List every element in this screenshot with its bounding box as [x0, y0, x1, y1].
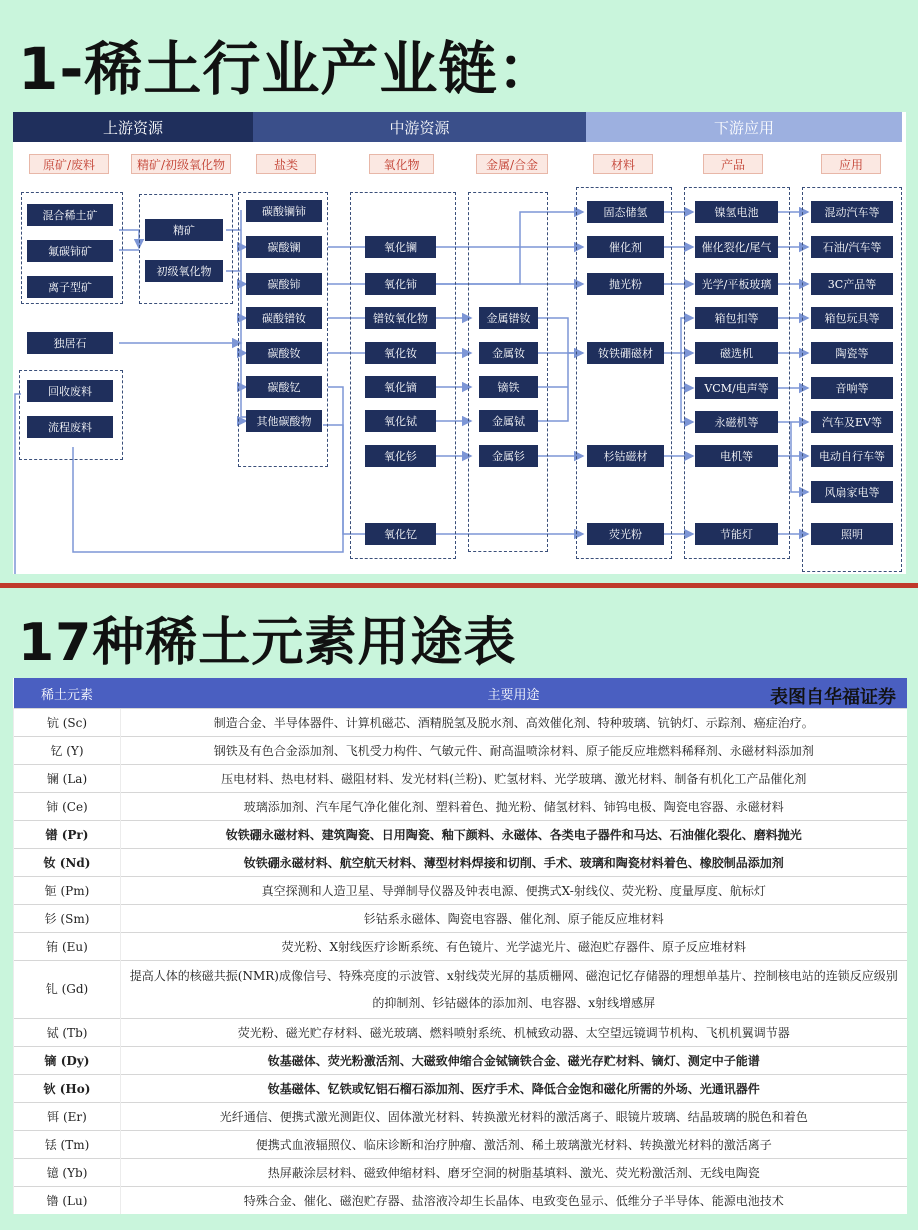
- node-fan-appliance: 风扇家电等: [811, 481, 893, 503]
- category-ore: 原矿/废料: [29, 154, 109, 174]
- element-usage: 玻璃添加剂、汽车尾气净化催化剂、塑料着色、抛光粉、储氢材料、铈钨电极、陶瓷电容器、永磁材料: [121, 793, 907, 821]
- table-row: [14, 793, 907, 821]
- source-note: 表图自华福证券: [770, 687, 896, 708]
- category-metals: 金属/合金: [476, 154, 548, 174]
- header-element: 稀土元素: [14, 678, 121, 709]
- element-usage: 便携式血液辐照仪、临床诊断和治疗肿瘤、激活剂、稀土玻璃激光材料、转换激光材料的激活离子: [121, 1131, 907, 1159]
- element-usage: 压电材料、热电材料、磁阻材料、发光材料(兰粉)、贮氢材料、光学玻璃、激光材料、制备有机化工产品催化剂: [121, 765, 907, 793]
- category-applications: 应用: [821, 154, 881, 174]
- element-name: 镱 (Yb): [14, 1159, 121, 1187]
- node-cracking-exhaust: 催化裂化/尾气: [695, 236, 778, 258]
- node-pm-motor: 永磁机等: [695, 411, 778, 433]
- node-ce-oxide: 氧化铈: [365, 273, 436, 295]
- element-name: 镝 (Dy): [14, 1047, 121, 1075]
- node-catalyst: 催化剂: [587, 236, 664, 258]
- table-row: [14, 849, 907, 877]
- node-prnd-carbonate: 碳酸镨钕: [246, 307, 322, 329]
- table-row: [14, 1103, 907, 1131]
- concentrate-group: [139, 194, 233, 304]
- node-sm-oxide: 氧化钐: [365, 445, 436, 467]
- node-optical-glass: 光学/平板玻璃: [695, 273, 778, 295]
- element-name: 铥 (Tm): [14, 1131, 121, 1159]
- node-monazite: 独居石: [27, 332, 113, 354]
- table-row: [14, 737, 907, 765]
- phase-upstream: 上游资源: [13, 112, 253, 142]
- table-row: [14, 905, 907, 933]
- category-concentrate: 精矿/初级氧化物: [131, 154, 231, 174]
- node-y-carbonate: 碳酸钇: [246, 376, 322, 398]
- node-3c-products: 3C产品等: [811, 273, 893, 295]
- table-row: [14, 1131, 907, 1159]
- element-usage: 钕基磁体、钇铁或钇铝石榴石添加剂、医疗手术、降低合金饱和磁化所需的外场、光通讯器件: [121, 1075, 907, 1103]
- page-title: 1-稀土行业产业链：: [18, 35, 557, 103]
- table-row: [14, 1159, 907, 1187]
- node-dy-oxide: 氧化镝: [365, 376, 436, 398]
- element-usage: 钕铁硼永磁材料、航空航天材料、薄型材料焊接和切削、手术、玻璃和陶瓷材料着色、橡胶制品添加剂: [121, 849, 907, 877]
- table-row: [14, 765, 907, 793]
- element-usage: 热屏蔽涂层材料、磁致伸缩材料、磨牙空洞的树脂基填料、激光、荧光粉激活剂、无线电陶瓷: [121, 1159, 907, 1187]
- element-usage: 光纤通信、便携式激光测距仪、固体激光材料、转换激光材料的激活离子、眼镜片玻璃、结晶玻璃的脱色和着色: [121, 1103, 907, 1131]
- element-name: 钕 (Nd): [14, 849, 121, 877]
- node-audio: 音响等: [811, 377, 893, 399]
- node-bag-buckle: 箱包扣等: [695, 307, 778, 329]
- table-row: [14, 877, 907, 905]
- rare-earth-usage-table: [13, 678, 907, 1214]
- node-smco-magnet: 杉钴磁材: [587, 445, 664, 467]
- table-row: [14, 1019, 907, 1047]
- node-prnd-oxide: 镨钕氧化物: [365, 307, 436, 329]
- header-usage: 主要用途: [121, 678, 907, 709]
- element-name: 钷 (Pm): [14, 877, 121, 905]
- element-name: 钐 (Sm): [14, 905, 121, 933]
- element-usage: 特殊合金、催化、磁泡贮存器、盐溶液冷却生长晶体、电致变色显示、低维分子半导体、能源电池技术: [121, 1187, 907, 1215]
- node-y-oxide: 氧化钇: [365, 523, 436, 545]
- node-phosphor: 荧光粉: [587, 523, 664, 545]
- category-materials: 材料: [593, 154, 653, 174]
- node-sm-metal: 金属钐: [479, 445, 538, 467]
- node-recycled-waste: 回收废料: [27, 380, 113, 402]
- element-name: 铕 (Eu): [14, 933, 121, 961]
- element-usage: 钕基磁体、荧光粉激活剂、大磁致伸缩合金铽镝铁合金、磁光存贮材料、镝灯、测定中子能谱: [121, 1047, 907, 1075]
- table-row: [14, 709, 907, 737]
- node-primary-oxide: 初级氧化物: [145, 260, 223, 282]
- node-lighting: 照明: [811, 523, 893, 545]
- node-oil-auto: 石油/汽车等: [811, 236, 893, 258]
- node-bags-toys: 箱包玩具等: [811, 307, 893, 329]
- node-hybrid-car: 混动汽车等: [811, 201, 893, 223]
- element-usage: 荧光粉、X射线医疗诊断系统、有色镜片、光学滤光片、磁泡贮存器件、原子反应堆材料: [121, 933, 907, 961]
- node-motor: 电机等: [695, 445, 778, 467]
- element-name: 铽 (Tb): [14, 1019, 121, 1047]
- node-nimh-battery: 镍氢电池: [695, 201, 778, 223]
- industry-chain-diagram: [13, 112, 906, 574]
- table-row: [14, 821, 907, 849]
- category-products: 产品: [703, 154, 763, 174]
- element-usage: 提高人体的核磁共振(NMR)成像信号、特殊亮度的示波管、x射线荧光屏的基质栅网、磁泡记忆存储器的理想单基片、控制核电站的连锁反应级别的抑制剂、钐钴磁体的添加剂、电容器、x射线增感屏: [121, 961, 907, 1019]
- node-ndfeb-magnet: 钕铁硼磁材: [587, 342, 664, 364]
- node-other-carbonate: 其他碳酸物: [246, 410, 322, 432]
- node-prnd-metal: 金属镨钕: [479, 307, 538, 329]
- element-usage: 钢铁及有色合金添加剂、飞机受力构件、气敏元件、耐高温喷涂材料、原子能反应堆燃料稀释剂、永磁材料添加剂: [121, 737, 907, 765]
- node-process-waste: 流程废料: [27, 416, 113, 438]
- node-concentrate: 精矿: [145, 219, 223, 241]
- node-dy-iron: 镝铁: [479, 376, 538, 398]
- element-usage: 荧光粉、磁光贮存材料、磁光玻璃、燃料喷射系统、机械致动器、太空望远镜调节机构、飞机机翼调节器: [121, 1019, 907, 1047]
- node-nd-carbonate: 碳酸钕: [246, 342, 322, 364]
- node-la-oxide: 氧化镧: [365, 236, 436, 258]
- element-usage: 真空探测和人造卫星、导弹制导仪器及钟表电源、便携式X-射线仪、荧光粉、度量厚度、航标灯: [121, 877, 907, 905]
- node-nd-oxide: 氧化钕: [365, 342, 436, 364]
- node-nd-metal: 金属钕: [479, 342, 538, 364]
- element-name: 镧 (La): [14, 765, 121, 793]
- node-la-ce-carbonate: 碳酸镧铈: [246, 200, 322, 222]
- element-name: 铈 (Ce): [14, 793, 121, 821]
- node-la-carbonate: 碳酸镧: [246, 236, 322, 258]
- element-usage: 制造合金、半导体器件、计算机磁芯、酒精脱氢及脱水剂、高效催化剂、特种玻璃、钪钠灯、示踪剂、癌症治疗。: [121, 709, 907, 737]
- node-hydrogen-storage: 固态储氢: [587, 201, 664, 223]
- element-name: 铒 (Er): [14, 1103, 121, 1131]
- phase-downstream: 下游应用: [586, 112, 902, 142]
- table-row: [14, 1075, 907, 1103]
- node-mixed-ore: 混合稀土矿: [27, 204, 113, 226]
- node-tb-metal: 金属铽: [479, 410, 538, 432]
- node-ce-carbonate: 碳酸铈: [246, 273, 322, 295]
- node-magnetic-separator: 磁选机: [695, 342, 778, 364]
- node-polishing-powder: 抛光粉: [587, 273, 664, 295]
- node-ceramics: 陶瓷等: [811, 342, 893, 364]
- node-bastnaesite: 氟碳铈矿: [27, 240, 113, 262]
- section-divider: [0, 583, 918, 588]
- node-e-bike: 电动自行车等: [811, 445, 893, 467]
- element-usage: 钕铁硼永磁材料、建筑陶瓷、日用陶瓷、釉下颜料、永磁体、各类电子器件和马达、石油催化裂化、磨料抛光: [121, 821, 907, 849]
- element-name: 镨 (Pr): [14, 821, 121, 849]
- element-name: 钬 (Ho): [14, 1075, 121, 1103]
- element-name: 钪 (Sc): [14, 709, 121, 737]
- phase-midstream: 中游资源: [253, 112, 586, 142]
- element-name: 钆 (Gd): [14, 961, 121, 1019]
- node-vcm-acoustic: VCM/电声等: [695, 377, 778, 399]
- section-title: 17种稀土元素用途表: [18, 613, 517, 673]
- element-name: 钇 (Y): [14, 737, 121, 765]
- category-salts: 盐类: [256, 154, 316, 174]
- node-auto-ev: 汽车及EV等: [811, 411, 893, 433]
- element-usage: 钐钴系永磁体、陶瓷电容器、催化剂、原子能反应堆材料: [121, 905, 907, 933]
- element-name: 镥 (Lu): [14, 1187, 121, 1215]
- node-energy-lamp: 节能灯: [695, 523, 778, 545]
- node-ionic-ore: 离子型矿: [27, 276, 113, 298]
- table-row: [14, 933, 907, 961]
- table-row: [14, 961, 907, 1019]
- metals-group: [468, 192, 548, 552]
- category-oxides: 氧化物: [369, 154, 434, 174]
- table-row: [14, 1187, 907, 1215]
- table-row: [14, 1047, 907, 1075]
- node-tb-oxide: 氧化铽: [365, 410, 436, 432]
